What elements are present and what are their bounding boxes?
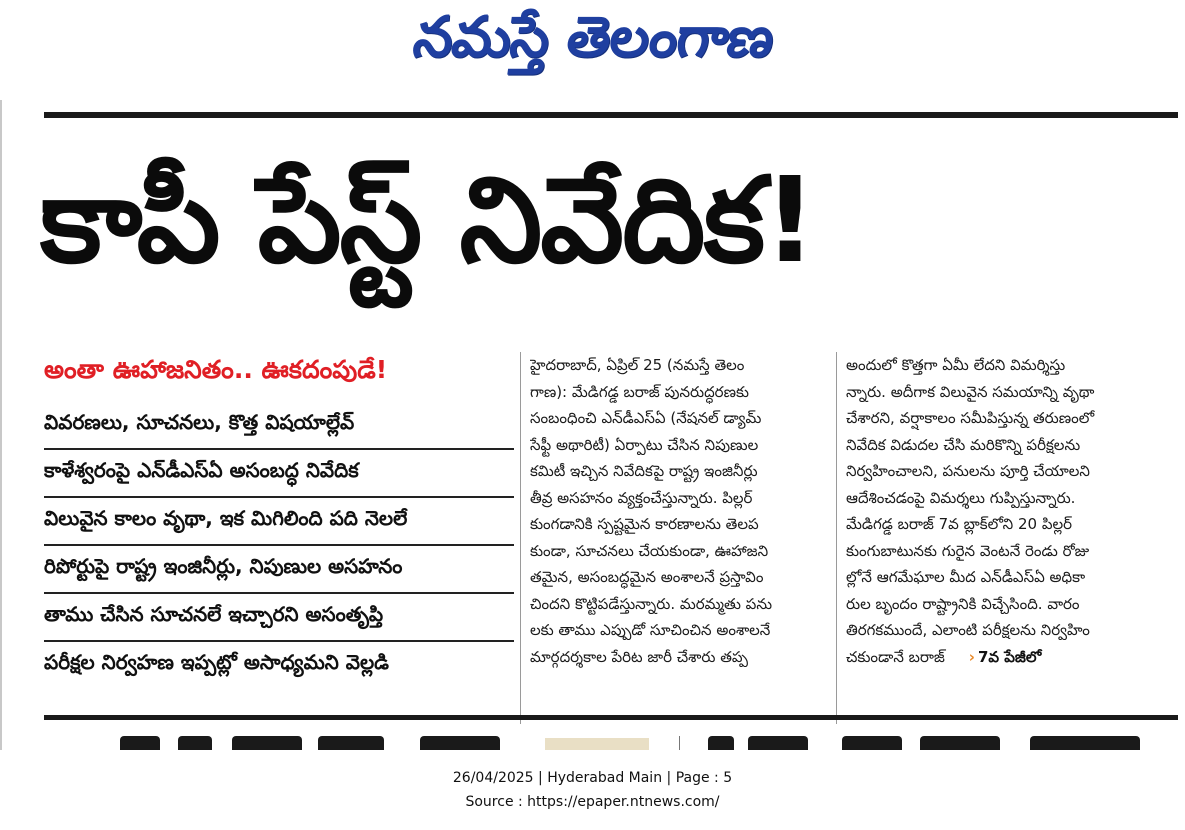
body-line: చిందని కొట్టిపడేస్తున్నారు. మరమ్మతు పను [530,594,773,613]
masthead [0,0,1185,88]
teaser-headline-fragment [748,736,808,750]
chevron-right-icon: › [968,647,975,666]
deck-item: వివరణలు, సూచనలు, కొత్త విషయాల్లేవ్ [44,402,514,450]
body-line: ఆదేశించడంపై విమర్శలు గుప్పిస్తున్నారు. [846,488,1076,507]
body-column-2 [846,352,1146,670]
body-line: నిర్వహించాలని, పనులను పూర్తి చేయాలని [846,462,1090,480]
continued-label: 7వ పేజీలో [977,647,1042,666]
body-line: కుంగడానికి స్పష్టమైన కారణాలను తెలప [530,515,759,533]
column-divider [520,352,521,724]
teaser-headline-fragment [120,736,160,750]
body-line: ల్లోనే ఆగమేఘాల మీద ఎన్‌డీఎస్‌ఏ అధికా [846,568,1086,586]
page-edge-line [0,100,2,750]
body-line: రుల బృందం రాష్ట్రానికి విచ్చేసింది. వారం [846,594,1080,613]
teaser-headline-fragment [318,736,384,750]
deck-item: కాళేశ్వరంపై ఎన్‌డీఎస్‌ఏ అసంబద్ధ నివేదిక [44,450,514,498]
body-line: కమిటీ ఇచ్చిన నివేదికపై రాష్ట్ర ఇంజినీర్లు [530,462,758,480]
headline: కాపీ పేస్ట్ నివేదిక! [40,151,815,289]
deck-item: రిపోర్టుపై రాష్ట్ర ఇంజినీర్లు, నిపుణుల అసహనం [44,546,514,594]
body-line: సంబంధించి ఎన్‌డీఎస్‌ఏ (నేషనల్ డ్యామ్ [530,409,762,427]
teaser-divider [679,736,680,750]
teaser-headline-fragment [708,736,734,750]
body-line: మేడిగడ్డ బరాజ్ 7వ బ్లాక్‌లోని 20 పిల్లర్ [846,515,1073,533]
teaser-headline-fragment [842,736,902,750]
next-story-teaser [0,724,1185,750]
body-line: నివేదిక విడుదల చేసి మరికొన్ని పరీక్షలను [846,435,1081,454]
deck-list [44,402,514,688]
deck-item: విలువైన కాలం వృథా, ఇక మిగిలింది పది నెలలే [44,498,514,546]
body-line-tail: చకుండానే బరాజ్ [846,647,945,666]
kicker: అంతా ఊహాజనితం.. ఊకదంపుడే! [44,355,388,384]
story-bottom-rule [44,715,1178,720]
body-line: చేశారని, వర్షాకాలం సమీపిస్తున్న తరుణంలో [846,409,1095,427]
body-line: తమైన, అసంబద్ధమైన అంశాలనే ప్రస్తావిం [530,568,764,586]
body-line: గాణ): మేడిగడ్డ బరాజ్ పునరుద్ధరణకు [530,382,749,401]
edition-info: 26/04/2025 | Hyderabad Main | Page : 5 [452,770,733,786]
body-line: అందులో కొత్తగా ఏమీ లేదని విమర్శిస్తు [846,356,1066,374]
body-line: తీవ్ర అసహనం వ్యక్తంచేస్తున్నారు. పిల్లర్ [530,488,753,507]
teaser-headline-fragment [420,736,500,750]
teaser-headline-fragment [1030,736,1140,750]
teaser-headline-fragment [232,736,302,750]
deck-item: తాము చేసిన సూచనలే ఇచ్చారని అసంతృప్తి [44,594,514,642]
page-footer [0,752,1185,830]
column-divider [836,352,837,724]
continued-on-page[interactable] [969,648,1042,666]
body-line: కుండా, సూచనలు చేయకుండా, ఊహాజని [530,541,769,560]
teaser-headline-fragment [920,736,1000,750]
body-column-1 [530,352,830,670]
body-line: హైదరాబాద్, ఏప్రిల్ 25 (నమస్తే తెలం [530,356,745,374]
body-line: న్నారు. అదీగాక విలువైన సమయాన్ని వృథా [846,382,1095,401]
newspaper-logo: నమస్తే తెలంగాణ [409,4,778,70]
body-line-last [846,644,1146,671]
headline-top-rule [44,112,1178,118]
deck-item: పరీక్షల నిర్వహణ ఇప్పట్లో అసాధ్యమని వెల్లడి [44,650,389,674]
teaser-photo [545,738,649,750]
source-link[interactable]: Source : https://epaper.ntnews.com/ [465,794,720,810]
body-line: తిరగకముందే, ఎలాంటి పరీక్షలను నిర్వహిం [846,621,1090,639]
body-line: మార్గదర్శకాల పేరిట జారీ చేశారు తప్ప [530,647,748,666]
body-line: సేఫ్టీ అథారిటీ) ఏర్పాటు చేసిన నిపుణుల [530,435,759,454]
body-line: లకు తాము ఎప్పుడో సూచించిన అంశాలనే [530,621,771,639]
teaser-headline-fragment [178,736,212,750]
body-line: కుంగుబాటునకు గురైన వెంటనే రెండు రోజు [846,541,1090,560]
